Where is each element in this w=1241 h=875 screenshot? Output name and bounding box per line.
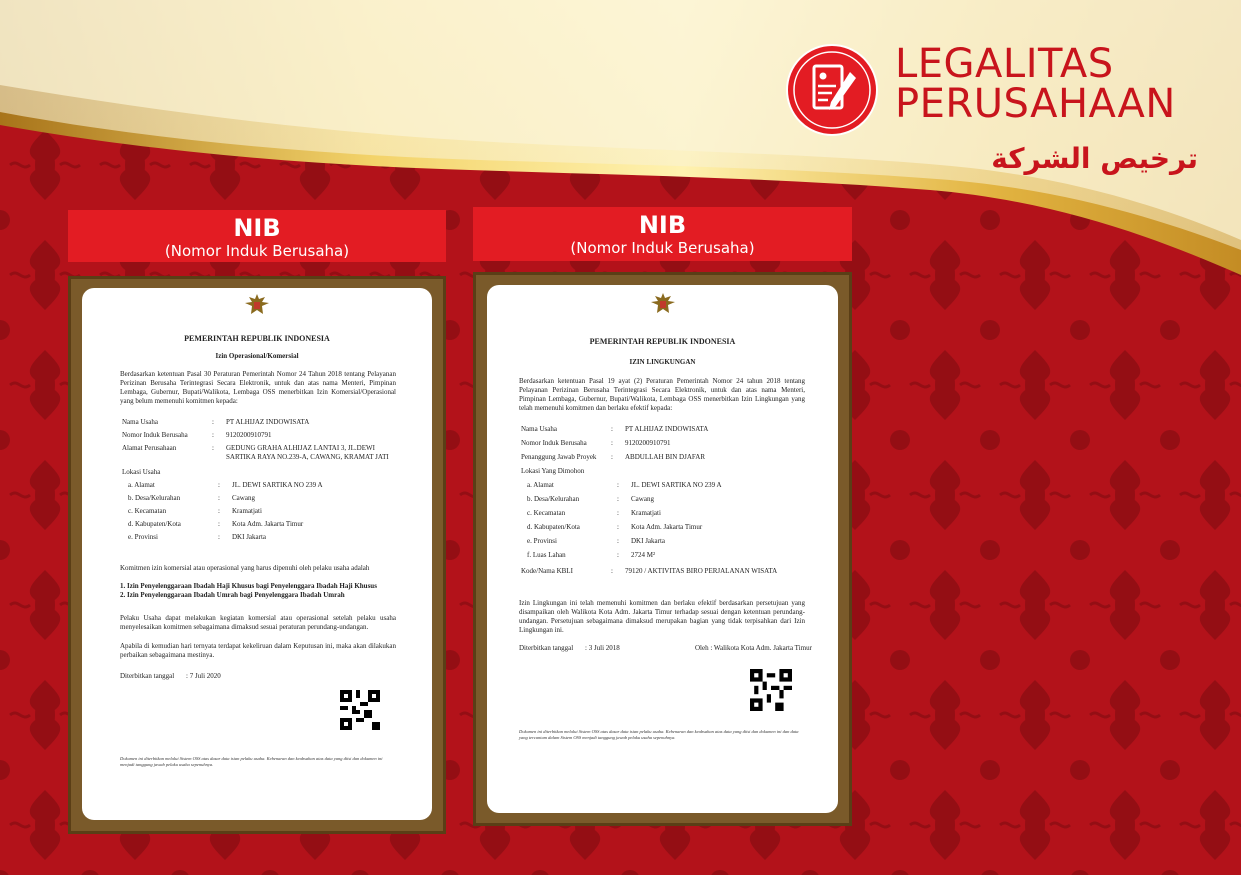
qr-code [340,690,380,730]
nib-banner-right [473,207,852,261]
issue-date: Diterbitkan tanggal : 3 Juli 2018 Oleh : Walikota Kota Adm. Jakarta Timur [519,644,812,652]
title-arabic: ترخيص الشركة [991,142,1198,175]
lokasi-row: e. Provinsi : DKI Jakarta [527,537,666,545]
kbli-row: Kode/Nama KBLI : 79120 / AKTIVITAS BIRO PERJALANAN WISATA [521,567,778,575]
lokasi-row: d. Kabupaten/Kota : Kota Adm. Jakarta Timur [128,520,304,528]
field-row: Alamat Perusahaan : GEDUNG GRAHA ALHIJAZ LANTAI 3, JL.DEWI [122,444,375,452]
lokasi-row: a. Alamat : JL. DEWI SARTIKA NO 239 A [128,481,323,489]
lokasi-row: c. Kecamatan : Kramatjati [527,509,661,517]
doc-subheading: Izin Operasional/Komersial [215,352,299,360]
document-pen-icon [786,44,878,136]
field-row: Nama Usaha : PT ALHIJAZ INDOWISATA [521,425,709,433]
lokasi-row: c. Kecamatan : Kramatjati [128,507,262,515]
doc-intro: Berdasarkan ketentuan Pasal 30 Peraturan Pemerintah Nomor 24 Tahun 2018 tentang Pelayanan Perizinan Berusaha Terintegrasi Secara Elektronik, untuk dan atas nama Menteri, Pimpinan Lembaga, Gubernur, Bupati/Walikota, Lembaga OSS menerbitkan Izin Komersial/Operasional yang belum memenuhi komitmen kepada: [120,370,396,405]
garuda-emblem-icon [649,291,677,319]
lokasi-label: Lokasi Yang Dimohon [521,467,585,475]
field-row: Nomor Induk Berusaha : 9120200910791 [122,431,272,439]
lokasi-row: e. Provinsi : DKI Jakarta [128,533,267,541]
doc-paragraph: Izin Lingkungan ini telah memenuhi komitmen dan berlaku efektif berdasarkan persetujuan yang disampaikan oleh Walikota Kota Adm. Jakarta Timur terhadap sesuai dengan ketentuan perundang-undangan. Persetujuan sebagaimana dimaksud merupakan bagian yang tidak terpisahkan dari Izin Lingkungan ini. [519,599,805,634]
field-row: SARTIKA RAYA NO.239-A, CAWANG, KRAMAT JATI [226,453,389,461]
lokasi-row: b. Desa/Kelurahan : Cawang [527,495,654,503]
certificate-right [487,285,838,813]
doc-footer: Dokumen ini diterbitkan melalui Sistem OSS atas dasar data isian pelaku usaha. Kebenaran dan keabsahan atas data yang diisi dan dokumen ini dan data yang tercantum dalam Sistem OSS menjadi tanggung jawab pelaku usaha sepenuhnya. [519,729,799,740]
list-item: 1. Izin Penyelenggaraan Ibadah Haji Khusus bagi Penyelenggara Ibadah Haji Khusus [120,582,377,590]
qr-code [750,669,792,711]
lokasi-label: Lokasi Usaha [122,468,161,476]
doc-heading: PEMERINTAH REPUBLIK INDONESIA [589,337,736,346]
doc-heading: PEMERINTAH REPUBLIK INDONESIA [184,334,330,343]
banner-subtitle: (Nomor Induk Berusaha) [164,242,350,260]
nib-banner-left [68,210,446,262]
banner-title: NIB [638,211,687,239]
field-row: Nomor Induk Berusaha : 9120200910791 [521,439,671,447]
lokasi-row: b. Desa/Kelurahan : Cawang [128,494,255,502]
title-line-2: PERUSAHAAN [895,81,1176,127]
lokasi-row: d. Kabupaten/Kota : Kota Adm. Jakarta Timur [527,523,703,531]
issue-date: Diterbitkan tanggal : 7 Juli 2020 [120,672,221,680]
field-row: Penanggung Jawab Proyek : ABDULLAH BIN DJAFAR [521,453,705,461]
page-title [895,41,1176,127]
list-item: 2. Izin Penyelenggaraan Ibadah Umrah bagi Penyelenggara Ibadah Umrah [120,591,345,599]
doc-subheading: IZIN LINGKUNGAN [629,358,696,366]
doc-intro: Berdasarkan ketentuan Pasal 19 ayat (2) Peraturan Pemerintah Nomor 24 tahun 2018 tentang Pelayanan Perizinan Berusaha Terintegrasi Secara Elektronik, untuk dan atas nama Menteri, Pimpinan Lembaga, Gubernur, Bupati/Walikota, Lembaga OSS menerbitkan Izin Lingkungan yang telah memenuhi komitmen dan berlaku efektif kepada: [519,377,805,412]
field-row: Nama Usaha : PT ALHIJAZ INDOWISATA [122,418,310,426]
doc-footer: Dokumen ini diterbitkan melalui Sistem OSS atas dasar data isian pelaku usaha. Kebenaran dan keabsahan atas data yang diisi dan dokumen ini menjadi tanggung jawab pelaku usaha sepenuhnya. [120,756,383,767]
title-line-1: LEGALITAS [895,41,1114,87]
lokasi-row: f. Luas Lahan : 2724 M² [527,551,656,559]
doc-paragraph: Pelaku Usaha dapat melakukan kegiatan komersial atau operasional setelah pelaku usaha menyelesaikan komitmen sebagaimana dimaksud sesuai peraturan perundang-undangan. [120,614,396,631]
lokasi-row: a. Alamat : JL. DEWI SARTIKA NO 239 A [527,481,722,489]
banner-title: NIB [233,214,281,242]
certificate-left [82,288,432,820]
doc-komitmen: Komitmen izin komersial atau operasional yang harus dipenuhi oleh pelaku usaha adalah [120,564,370,572]
doc-paragraph: Apabila di kemudian hari ternyata terdapat kekeliruan dalam Keputusan ini, maka akan dilakukan perbaikan sebagaimana mestinya. [120,642,396,659]
garuda-emblem-icon [243,292,271,320]
banner-subtitle: (Nomor Induk Berusaha) [570,239,755,257]
